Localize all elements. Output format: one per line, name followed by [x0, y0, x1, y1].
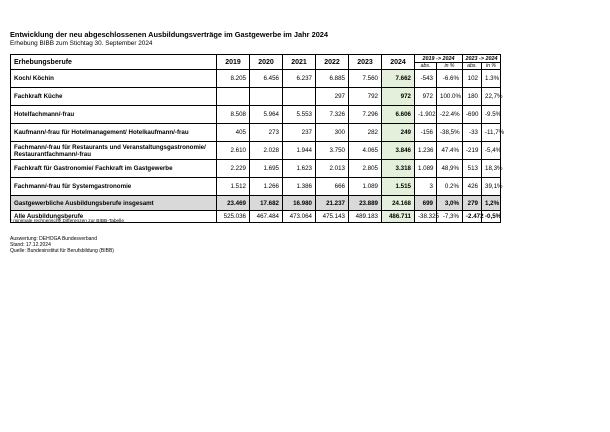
table-cell: 249 [382, 124, 415, 142]
table-cell: 2.028 [250, 142, 283, 160]
table-cell: -5,4% [482, 142, 501, 160]
row-label: Fachkraft für Gastronomie/ Fachkraft im Gastgewerbe [11, 160, 217, 178]
table-cell: 5.964 [250, 106, 283, 124]
table-row [11, 88, 501, 106]
table-cell: 297 [316, 88, 349, 106]
source-info [10, 236, 114, 255]
table-row [11, 178, 501, 196]
group-header: 2023 -> 2024 [463, 55, 501, 63]
table-cell: -690 [463, 106, 482, 124]
footnote: * minimale rechnerische Differenzen zur BIBB-Tabelle [10, 219, 125, 224]
table-cell: 0.2% [437, 178, 463, 196]
table-cell: 7.560 [349, 70, 382, 88]
table-cell: 2.013 [316, 160, 349, 178]
row-label: Fachmann/-frau für Systemgastronomie [11, 178, 217, 196]
table-row [11, 142, 501, 160]
header-label: Erhebungsberufe [11, 55, 217, 70]
table-cell: 23.889 [349, 196, 382, 211]
table-cell: 22,7% [482, 88, 501, 106]
table-cell: 6.456 [250, 70, 283, 88]
table-cell: -219 [463, 142, 482, 160]
table-cell [250, 88, 283, 106]
table-cell: 2.610 [217, 142, 250, 160]
table-cell: -33 [463, 124, 482, 142]
table-cell: 24.168 [382, 196, 415, 211]
table-row [11, 106, 501, 124]
table-cell: 1.3% [482, 70, 501, 88]
table-cell [217, 88, 250, 106]
table-cell: 972 [382, 88, 415, 106]
group-header: 2019 -> 2024 [415, 55, 463, 63]
table-cell: -7,3% [437, 211, 463, 223]
table-cell: 21.237 [316, 196, 349, 211]
year-header: 2023 [349, 55, 382, 70]
row-label: Koch/ Köchin [11, 70, 217, 88]
table-cell: 180 [463, 88, 482, 106]
table-cell: 17.682 [250, 196, 283, 211]
table-cell: 8.205 [217, 70, 250, 88]
year-header: 2020 [250, 55, 283, 70]
table-cell: -38.325 [415, 211, 437, 223]
table-row [11, 70, 501, 88]
year-header: 2019 [217, 55, 250, 70]
total-row [11, 196, 501, 211]
table-cell: 2.229 [217, 160, 250, 178]
table-cell: 1.386 [283, 178, 316, 196]
table-cell [283, 88, 316, 106]
table-cell: 6.885 [316, 70, 349, 88]
table-cell: 1.623 [283, 160, 316, 178]
table-cell: 1.089 [349, 178, 382, 196]
row-label: Gastgewerbliche Ausbildungsberufe insgesamt [11, 196, 217, 211]
table-cell: 300 [316, 124, 349, 142]
table-cell: 4.065 [349, 142, 382, 160]
table-row [11, 124, 501, 142]
table-cell: 5.553 [283, 106, 316, 124]
table-cell: 18,3% [482, 160, 501, 178]
table-cell: 699 [415, 196, 437, 211]
table-cell: 3.318 [382, 160, 415, 178]
table-cell: 525.036 [217, 211, 250, 223]
table-cell: 23.469 [217, 196, 250, 211]
table-cell: 8.508 [217, 106, 250, 124]
table-cell: 2.805 [349, 160, 382, 178]
table-cell: 486.711 [382, 211, 415, 223]
table-cell: 513 [463, 160, 482, 178]
table-cell: 47.4% [437, 142, 463, 160]
table-cell: 1,2% [482, 196, 501, 211]
table-cell: 48,9% [437, 160, 463, 178]
table-cell: 475.143 [316, 211, 349, 223]
table-cell: 100.0% [437, 88, 463, 106]
table-cell: 489.183 [349, 211, 382, 223]
table-cell: 426 [463, 178, 482, 196]
table-cell: 102 [463, 70, 482, 88]
table-cell: -11,7% [482, 124, 501, 142]
table-cell: 473.064 [283, 211, 316, 223]
subheader-abs: abs. [463, 63, 482, 70]
table-cell: -2.472 [463, 211, 482, 223]
table-cell: 237 [283, 124, 316, 142]
table-cell: -22.4% [437, 106, 463, 124]
document-subtitle: Erhebung BIBB zum Stichtag 30. September 2024 [10, 40, 153, 47]
table-cell: 3.750 [316, 142, 349, 160]
document-title: Entwicklung der neu abgeschlossenen Ausbildungsverträge im Gastgewerbe im Jahr 2024 [10, 30, 329, 39]
row-label: Hotelfachmann/-frau [11, 106, 217, 124]
year-header: 2024 [382, 55, 415, 70]
table-cell: -156 [415, 124, 437, 142]
row-label: Fachkraft Küche [11, 88, 217, 106]
table-cell: -6.6% [437, 70, 463, 88]
table-cell: 3,0% [437, 196, 463, 211]
row-label: Alle Ausbildungsberufe [11, 211, 217, 223]
apprenticeship-table [10, 54, 505, 223]
table-cell: -543 [415, 70, 437, 88]
table-cell: 467.484 [250, 211, 283, 223]
subheader-pct: in % [437, 63, 463, 70]
table-cell: 7.296 [349, 106, 382, 124]
table-cell: 405 [217, 124, 250, 142]
year-header: 2021 [283, 55, 316, 70]
table-cell: 3 [415, 178, 437, 196]
table-cell: 1.236 [415, 142, 437, 160]
table-cell: 279 [463, 196, 482, 211]
table-cell: 972 [415, 88, 437, 106]
table-cell: 666 [316, 178, 349, 196]
table-cell: 7.326 [316, 106, 349, 124]
subheader-abs: abs. [415, 63, 437, 70]
table-cell: 1.266 [250, 178, 283, 196]
table-cell: 1.515 [382, 178, 415, 196]
table-cell: -38,5% [437, 124, 463, 142]
table-cell: 6.237 [283, 70, 316, 88]
header-row [11, 55, 501, 63]
table-cell: 7.662 [382, 70, 415, 88]
table-cell: 39,1% [482, 178, 501, 196]
table-cell: 6.606 [382, 106, 415, 124]
table-cell: -9.5% [482, 106, 501, 124]
table-cell: 792 [349, 88, 382, 106]
table-cell: 1.089 [415, 160, 437, 178]
table-cell: 1.512 [217, 178, 250, 196]
table-cell: 282 [349, 124, 382, 142]
subheader-pct: in % [482, 63, 501, 70]
table-cell: 16.980 [283, 196, 316, 211]
table-cell: -1.902 [415, 106, 437, 124]
table-cell: 3.846 [382, 142, 415, 160]
source-line: Stand: 17.12.2024 [10, 242, 51, 249]
table-cell: 273 [250, 124, 283, 142]
year-header: 2022 [316, 55, 349, 70]
table-cell: 1.944 [283, 142, 316, 160]
table-cell: 1.695 [250, 160, 283, 178]
row-label: Kaufmann/-frau für Hotelmanagement/ Hotelkaufmann/-frau [11, 124, 217, 142]
source-line: Quelle: Bundesinstitut für Berufsbildung (BIBB) [10, 248, 114, 255]
source-line: Auswertung: DEHOGA Bundesverband [10, 236, 97, 242]
table-row [11, 160, 501, 178]
row-label: Fachmann/-frau für Restaurants und Veranstaltungsgastronomie/ Restaurantfachmann/-frau [11, 142, 217, 160]
table-cell: -0,5% [482, 211, 501, 223]
